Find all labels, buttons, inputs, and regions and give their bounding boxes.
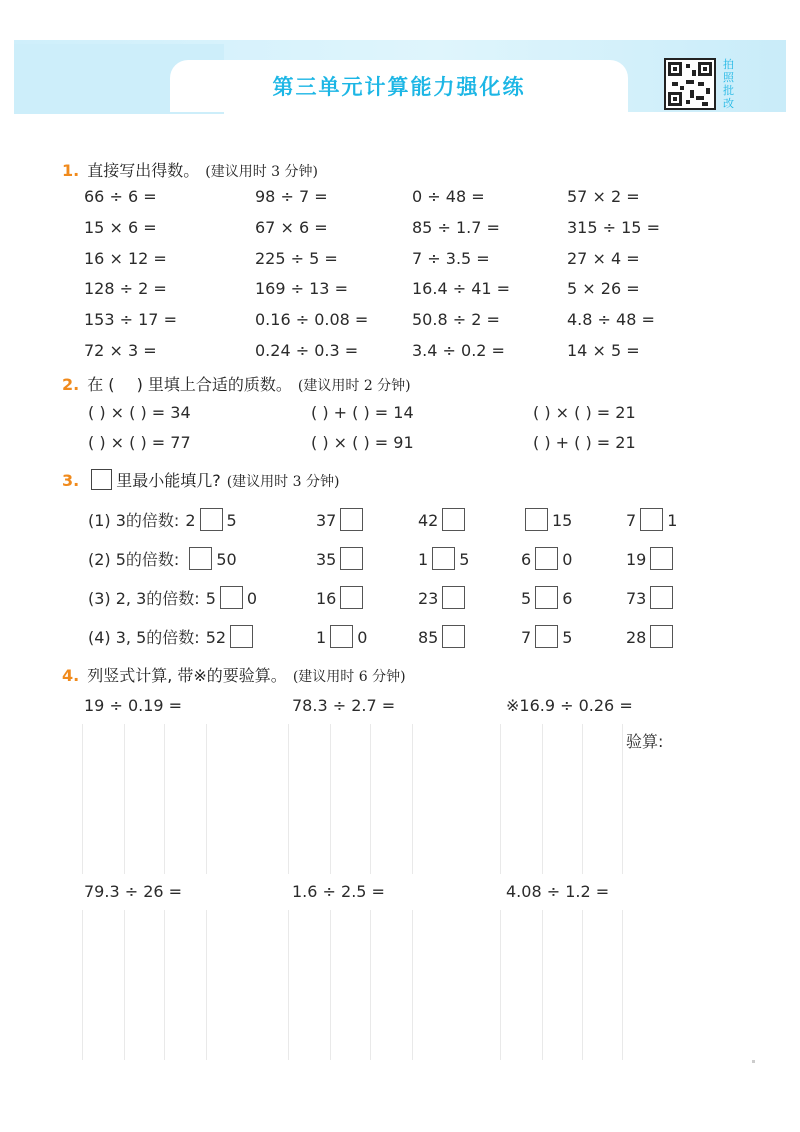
answer-box[interactable] (340, 586, 363, 609)
digit-after: 5 (459, 550, 470, 569)
work-area-line (412, 910, 413, 1060)
answer-box[interactable] (535, 547, 558, 570)
multiples-row (88, 508, 237, 531)
section-title-part-1: 在 ( (87, 375, 115, 394)
work-area-line (370, 910, 371, 1060)
digit-fill-item (185, 550, 236, 569)
digit-fill-item (316, 508, 367, 531)
arithmetic-problem: 0.24 ÷ 0.3 = (255, 341, 359, 360)
section-number: 1. (62, 161, 80, 180)
arithmetic-problem: 15 × 6 = (84, 217, 157, 237)
work-area-line (412, 724, 413, 874)
multiples-row (88, 625, 257, 648)
arithmetic-problem: 225 ÷ 5 = (255, 248, 338, 268)
arithmetic-problem: 98 ÷ 7 = (255, 187, 328, 206)
digit-before: 7 (521, 628, 532, 647)
arithmetic-problem: 169 ÷ 13 = (255, 279, 348, 299)
digit-after: 1 (667, 511, 678, 530)
digit-fill-item (521, 586, 572, 609)
arithmetic-problem: 7 ÷ 3.5 = (412, 248, 490, 268)
work-area-line (164, 724, 165, 874)
arithmetic-problem: 0.16 ÷ 0.08 = (255, 310, 369, 330)
answer-box[interactable] (230, 625, 253, 648)
work-area-line (582, 724, 583, 874)
digit-before: 42 (418, 511, 439, 530)
arithmetic-problem: 153 ÷ 17 = (84, 310, 177, 330)
section-number: 4. (62, 666, 80, 685)
answer-box[interactable] (650, 547, 673, 570)
multiples-row (88, 547, 237, 570)
digit-fill-item (206, 628, 257, 647)
section-3-heading (62, 468, 339, 491)
answer-box[interactable] (525, 508, 548, 531)
digit-before: 85 (418, 628, 439, 647)
digit-fill-item (626, 625, 677, 648)
answer-box[interactable] (535, 625, 558, 648)
digit-after: 15 (552, 511, 573, 530)
arithmetic-problem: 14 × 5 = (567, 341, 640, 360)
arithmetic-problem: 16 × 12 = (84, 248, 167, 268)
answer-box[interactable] (189, 547, 212, 570)
prime-equation: ( ) + ( ) = 21 (533, 433, 636, 452)
digit-before: 52 (205, 628, 227, 647)
digit-fill-item (206, 589, 257, 608)
prime-equation: ( ) × ( ) = 91 (311, 433, 414, 452)
arithmetic-problem: 50.8 ÷ 2 = (412, 310, 500, 330)
page-title: 第三单元计算能力强化练 (272, 75, 526, 99)
digit-fill-item (626, 508, 677, 531)
arithmetic-problem: 5 × 26 = (567, 279, 640, 299)
answer-box[interactable] (640, 508, 663, 531)
digit-before: 5 (205, 589, 216, 608)
work-area-line (500, 724, 501, 874)
work-area-line (500, 910, 501, 1060)
arithmetic-problem: 0 ÷ 48 = (412, 187, 485, 206)
section-title-part-2: ) 里填上合适的质数。 (136, 375, 292, 394)
digit-before: 28 (626, 628, 647, 647)
work-area-line (370, 724, 371, 874)
row-label: (2) 5的倍数: (88, 550, 180, 569)
digit-fill-item (185, 511, 236, 530)
row-label: (4) 3, 5的倍数: (88, 628, 200, 647)
prime-equation: ( ) + ( ) = 14 (311, 403, 414, 422)
time-hint: (建议用时 2 分钟) (297, 378, 411, 394)
division-problem: 19 ÷ 0.19 = (84, 696, 183, 715)
work-area-line (542, 724, 543, 874)
answer-box[interactable] (340, 547, 363, 570)
answer-box[interactable] (650, 586, 673, 609)
work-area-line (330, 910, 331, 1060)
time-hint: (建议用时 6 分钟) (292, 669, 406, 685)
digit-before: 6 (521, 550, 532, 569)
section-title: 列竖式计算, 带※的要验算。 (87, 666, 287, 685)
digit-after: 5 (562, 628, 573, 647)
page-dot (752, 1060, 755, 1063)
answer-box[interactable] (442, 586, 465, 609)
arithmetic-problem: 57 × 2 = (567, 187, 640, 206)
arithmetic-problem: 3.4 ÷ 0.2 = (412, 341, 505, 360)
digit-before: 23 (418, 589, 439, 608)
arithmetic-problem: 315 ÷ 15 = (567, 217, 660, 237)
answer-box[interactable] (650, 625, 673, 648)
work-area-line (288, 910, 289, 1060)
row-label: (3) 2, 3的倍数: (88, 589, 200, 608)
scan-grade-label: 拍照批改 (723, 58, 734, 110)
digit-before: 7 (626, 511, 637, 530)
digit-before: 35 (316, 550, 337, 569)
header-top-area (14, 0, 786, 40)
digit-before: 5 (521, 589, 532, 608)
blank-box-icon (91, 469, 112, 490)
digit-fill-item (521, 625, 572, 648)
division-problem: ※16.9 ÷ 0.26 = (506, 696, 633, 715)
digit-fill-item (316, 625, 367, 648)
answer-box[interactable] (200, 508, 223, 531)
digit-before: 16 (316, 589, 337, 608)
work-area-line (622, 724, 623, 874)
digit-fill-item (418, 586, 469, 609)
section-2-heading (62, 372, 411, 395)
qr-code-icon[interactable] (664, 58, 716, 110)
division-problem: 78.3 ÷ 2.7 = (292, 696, 396, 715)
work-area-line (82, 724, 83, 874)
digit-fill-item (418, 547, 469, 570)
section-4-heading (62, 663, 406, 686)
check-label: 验算: (626, 732, 664, 751)
row-label: (1) 3的倍数: (88, 511, 180, 530)
prime-equation: ( ) × ( ) = 34 (88, 403, 191, 422)
answer-box[interactable] (432, 547, 455, 570)
digit-after: 5 (226, 511, 237, 530)
division-problem: 4.08 ÷ 1.2 = (506, 882, 610, 901)
digit-fill-item (418, 625, 469, 648)
digit-after: 0 (246, 589, 258, 608)
multiples-row (88, 586, 257, 609)
arithmetic-problem: 67 × 6 = (255, 217, 328, 237)
work-area-line (206, 724, 207, 874)
answer-box[interactable] (535, 586, 558, 609)
digit-fill-item (626, 547, 677, 570)
work-area-line (288, 724, 289, 874)
division-problem: 1.6 ÷ 2.5 = (292, 882, 385, 901)
digit-fill-item (521, 508, 572, 531)
section-title: 里最小能填几? (116, 471, 221, 490)
digit-after: 50 (216, 550, 237, 569)
digit-fill-item (316, 586, 367, 609)
arithmetic-problem: 128 ÷ 2 = (84, 279, 167, 299)
time-hint: (建议用时 3 分钟) (205, 164, 318, 180)
arithmetic-problem: 66 ÷ 6 = (84, 187, 157, 206)
digit-fill-item (521, 547, 572, 570)
digit-before: 1 (418, 550, 429, 569)
work-area-line (124, 724, 125, 874)
division-problem: 79.3 ÷ 26 = (84, 882, 183, 901)
arithmetic-problem: 16.4 ÷ 41 = (412, 279, 511, 299)
arithmetic-problem: 27 × 4 = (567, 248, 640, 268)
digit-before: 19 (626, 550, 647, 569)
digit-before: 73 (626, 589, 647, 608)
section-1-heading (62, 158, 318, 181)
work-area-line (164, 910, 165, 1060)
work-area-line (582, 910, 583, 1060)
digit-fill-item (316, 547, 367, 570)
digit-after: 0 (357, 628, 368, 647)
digit-after: 6 (562, 589, 573, 608)
section-number: 3. (62, 471, 80, 490)
work-area-line (542, 910, 543, 1060)
work-area-line (82, 910, 83, 1060)
digit-fill-item (418, 508, 469, 531)
answer-box[interactable] (330, 625, 353, 648)
work-area-line (206, 910, 207, 1060)
section-number: 2. (62, 375, 80, 394)
work-area-line (330, 724, 331, 874)
section-title: 直接写出得数。 (87, 161, 200, 180)
arithmetic-problem: 72 × 3 = (84, 341, 157, 360)
work-area-line (622, 910, 623, 1060)
work-area-line (124, 910, 125, 1060)
arithmetic-problem: 85 ÷ 1.7 = (412, 217, 500, 237)
digit-before: 37 (316, 511, 337, 530)
digit-before: 1 (316, 628, 327, 647)
digit-before: 2 (185, 511, 196, 530)
answer-box[interactable] (220, 586, 243, 609)
answer-box[interactable] (442, 625, 465, 648)
prime-equation: ( ) × ( ) = 21 (533, 403, 636, 422)
digit-after: 0 (562, 550, 573, 569)
digit-fill-item (626, 586, 677, 609)
answer-box[interactable] (442, 508, 465, 531)
answer-box[interactable] (340, 508, 363, 531)
prime-equation: ( ) × ( ) = 77 (88, 433, 191, 452)
time-hint: (建议用时 3 分钟) (226, 474, 340, 490)
arithmetic-problem: 4.8 ÷ 48 = (567, 310, 655, 330)
